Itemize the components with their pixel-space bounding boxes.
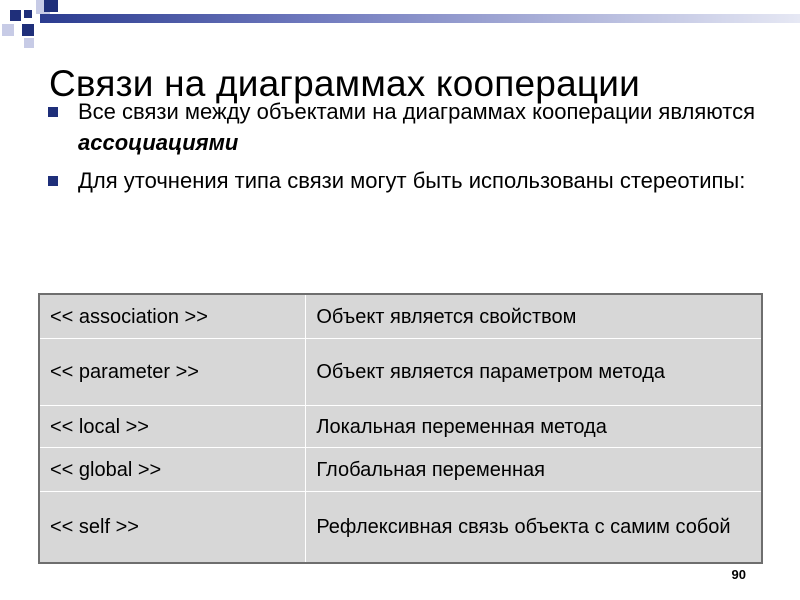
corner-decoration-square [24, 10, 32, 18]
table-row [39, 339, 762, 406]
stereotype-cell: << global >> [39, 448, 306, 492]
bullet-list [48, 96, 768, 203]
description-cell: Глобальная переменная [306, 448, 762, 492]
corner-decoration-square [10, 10, 21, 21]
slide-title: Связи на диаграммах кооперации [49, 62, 640, 104]
corner-decoration-square [2, 24, 14, 36]
title-accent-bar [40, 14, 800, 23]
bullet-item [48, 165, 768, 196]
description-cell: Объект является параметром метода [306, 339, 762, 406]
page-number: 90 [731, 567, 746, 582]
bullet-item [48, 96, 768, 158]
table-row [39, 492, 762, 564]
description-cell: Объект является свойством [306, 294, 762, 339]
bullet-text: Для уточнения типа связи могут быть использованы стереотипы: [78, 168, 746, 193]
stereotypes-table [38, 293, 763, 564]
table-row [39, 294, 762, 339]
stereotype-cell: << parameter >> [39, 339, 306, 406]
corner-decoration-square [44, 0, 58, 12]
bullet-text: Все связи между объектами на диаграммах кооперации являются [78, 99, 756, 124]
corner-decoration-square [22, 24, 34, 36]
bullet-emphasis: ассоциациями [78, 130, 239, 155]
table-row [39, 448, 762, 492]
stereotype-cell: << self >> [39, 492, 306, 564]
stereotype-cell: << local >> [39, 406, 306, 448]
corner-decoration-square [24, 38, 34, 48]
description-cell: Рефлексивная связь объекта с самим собой [306, 492, 762, 564]
square-bullet-icon [48, 107, 58, 117]
stereotype-cell: << association >> [39, 294, 306, 339]
square-bullet-icon [48, 176, 58, 186]
table-row [39, 406, 762, 448]
description-cell: Локальная переменная метода [306, 406, 762, 448]
